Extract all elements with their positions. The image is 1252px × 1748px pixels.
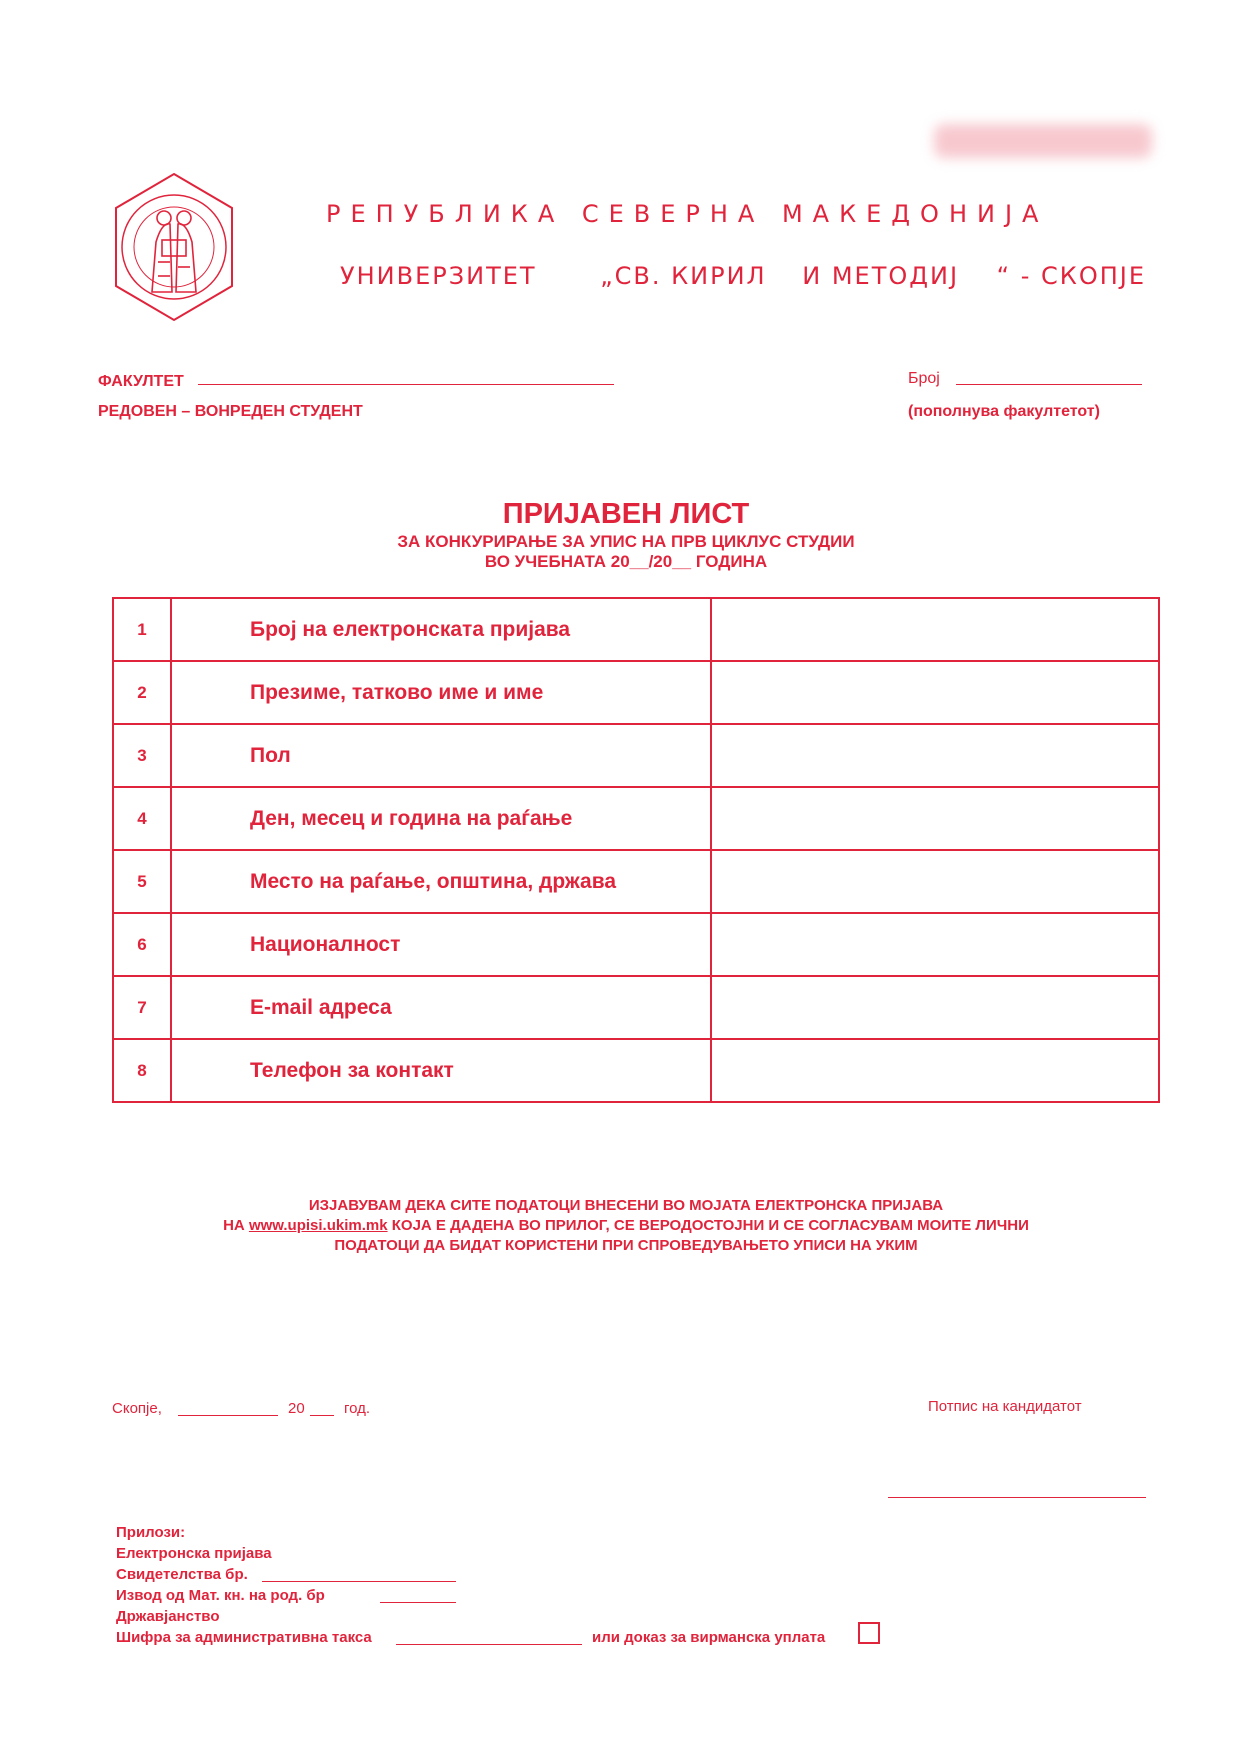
declaration-line-2 — [0, 1216, 1252, 1235]
university-word: УНИВЕРЗИТЕТ — [340, 262, 537, 290]
table-row — [113, 787, 1159, 850]
table-row — [113, 598, 1159, 661]
row-value-field[interactable] — [711, 787, 1159, 850]
year-field[interactable] — [310, 1415, 334, 1416]
application-table — [112, 597, 1160, 1103]
university-city: “ - СКОПЈЕ — [996, 262, 1146, 290]
table-row — [113, 1039, 1159, 1102]
birth-extract-field[interactable] — [380, 1602, 456, 1603]
row-value-field[interactable] — [711, 598, 1159, 661]
number-label: Број — [908, 370, 940, 387]
row-number: 8 — [113, 1039, 171, 1102]
row-label: Ден, месец и година на раѓање — [171, 787, 711, 850]
attachments-heading: Прилози: — [116, 1524, 186, 1541]
row-value-field[interactable] — [711, 850, 1159, 913]
row-value-field[interactable] — [711, 913, 1159, 976]
row-number: 5 — [113, 850, 171, 913]
student-type-label: РЕДОВЕН – ВОНРЕДЕН СТУДЕНТ — [98, 403, 363, 420]
table-row — [113, 724, 1159, 787]
year-prefix: 20 — [288, 1400, 305, 1417]
form-title: ПРИЈАВЕН ЛИСТ — [502, 498, 750, 530]
attachment-birth-extract: Извод од Мат. кн. на род. бр — [116, 1587, 325, 1604]
declaration-suffix: КОЈА Е ДАДЕНА ВО ПРИЛОГ, СЕ ВЕРОДОСТОЈНИ И СЕ СОГЛАСУВАМ МОИТЕ ЛИЧНИ — [391, 1217, 1029, 1234]
number-note: (пополнува факултетот) — [908, 403, 1100, 420]
row-number: 3 — [113, 724, 171, 787]
row-label: E-mail адреса — [171, 976, 711, 1039]
row-value-field[interactable] — [711, 661, 1159, 724]
declaration-line-3: ПОДАТОЦИ ДА БИДАТ КОРИСТЕНИ ПРИ СПРОВЕДУВАЊЕТО УПИСИ НА УКИМ — [334, 1237, 918, 1254]
row-number: 4 — [113, 787, 171, 850]
row-label: Број на електронската пријава — [171, 598, 711, 661]
upisi-link[interactable]: www.upisi.ukim.mk — [248, 1217, 388, 1234]
attachment-certificates: Свидетелства бр. — [116, 1566, 248, 1583]
attachment-electronic: Електронска пријава — [116, 1545, 272, 1562]
certificates-field[interactable] — [262, 1581, 456, 1582]
table-row — [113, 661, 1159, 724]
payment-proof-checkbox[interactable] — [858, 1622, 880, 1644]
signature-label: Потпис на кандидатот — [928, 1398, 1082, 1415]
table-row — [113, 976, 1159, 1039]
date-field[interactable] — [178, 1415, 278, 1416]
university-seal-logo — [112, 172, 236, 322]
row-number: 2 — [113, 661, 171, 724]
signature-field[interactable] — [888, 1497, 1146, 1498]
redacted-stamp — [934, 124, 1152, 158]
faculty-field[interactable] — [198, 384, 614, 385]
attachment-payment-proof: или доказ за вирманска уплата — [592, 1629, 826, 1646]
row-label: Презиме, татково име и име — [171, 661, 711, 724]
row-number: 7 — [113, 976, 171, 1039]
row-label: Пол — [171, 724, 711, 787]
number-field[interactable] — [956, 384, 1142, 385]
republic-heading: РЕПУБЛИКА СЕВЕРНА МАКЕДОНИЈА — [326, 200, 1049, 228]
table-row — [113, 850, 1159, 913]
row-number: 1 — [113, 598, 171, 661]
row-value-field[interactable] — [711, 724, 1159, 787]
place-label: Скопје, — [112, 1400, 162, 1417]
admin-fee-field[interactable] — [396, 1644, 582, 1645]
row-label: Националност — [171, 913, 711, 976]
row-value-field[interactable] — [711, 1039, 1159, 1102]
table-row — [113, 913, 1159, 976]
declaration-line-1: ИЗЈАВУВАМ ДЕКА СИТЕ ПОДАТОЦИ ВНЕСЕНИ ВО МОЈАТА ЕЛЕКТРОНСКА ПРИЈАВА — [308, 1197, 944, 1214]
university-name-part2: И МЕТОДИЈ — [802, 262, 960, 290]
university-name-part1: „СВ. КИРИЛ — [600, 262, 767, 290]
row-number: 6 — [113, 913, 171, 976]
row-label: Телефон за контакт — [171, 1039, 711, 1102]
attachment-admin-fee: Шифра за административна такса — [116, 1629, 372, 1646]
form-subtitle-2: ВО УЧЕБНАТА 20__/20__ ГОДИНА — [484, 552, 768, 571]
faculty-label: ФАКУЛТЕТ — [98, 373, 184, 390]
row-value-field[interactable] — [711, 976, 1159, 1039]
year-suffix: год. — [344, 1400, 371, 1417]
declaration-prefix: НА — [223, 1217, 245, 1234]
form-subtitle-1: ЗА КОНКУРИРАЊЕ ЗА УПИС НА ПРВ ЦИКЛУС СТУДИИ — [397, 532, 855, 551]
university-heading — [340, 262, 1146, 290]
row-label: Место на раѓање, општина, држава — [171, 850, 711, 913]
attachment-citizenship: Државјанство — [116, 1608, 220, 1625]
